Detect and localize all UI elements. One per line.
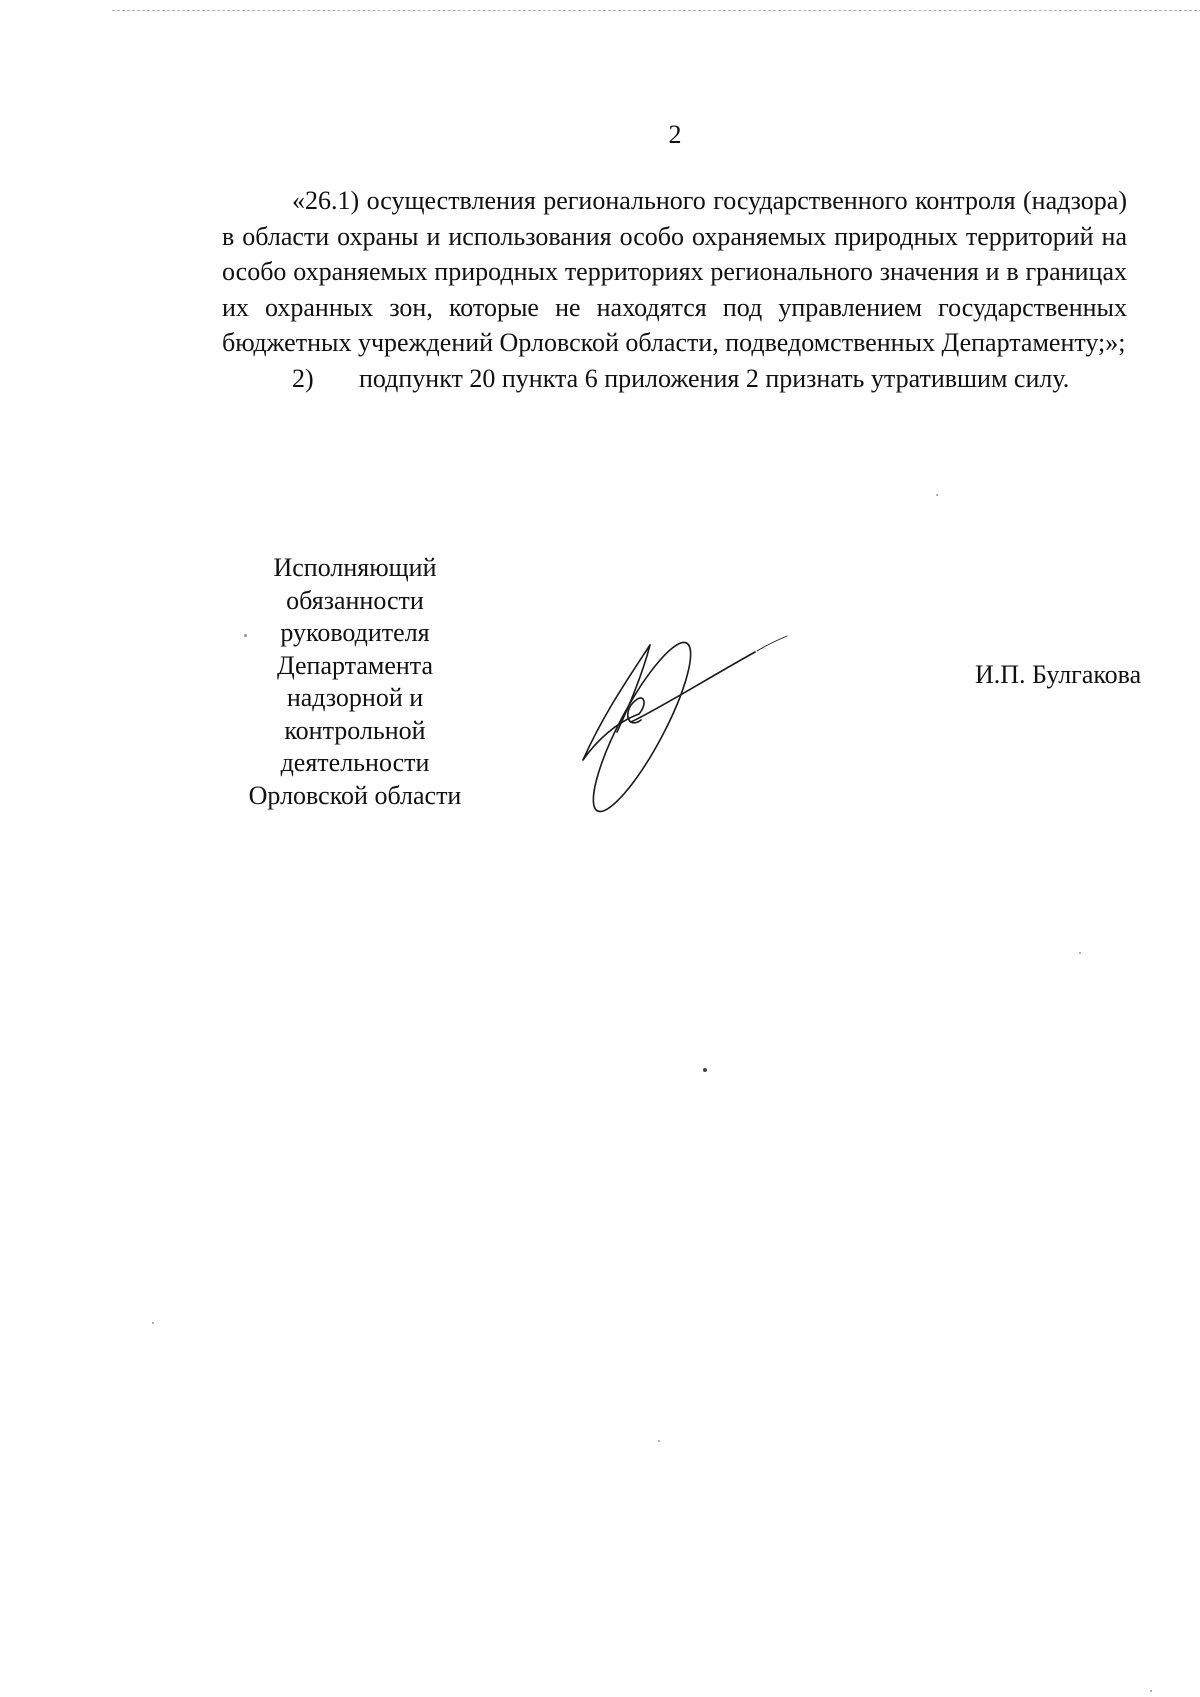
signatory-position — [225, 552, 485, 812]
scan-speck — [1150, 1690, 1152, 1692]
list-item-number: 2) — [292, 363, 314, 393]
scan-speck — [1079, 952, 1081, 954]
document-body — [222, 183, 1127, 396]
scan-speck — [936, 494, 938, 496]
position-line: контрольной — [284, 715, 426, 745]
scan-top-edge-line — [112, 10, 1200, 11]
list-item-text: подпункт 20 пункта 6 приложения 2 признать утратившим силу. — [359, 363, 1070, 393]
handwritten-signature — [565, 610, 805, 820]
position-line: деятельности — [280, 748, 430, 777]
position-line: Исполняющий — [273, 553, 437, 582]
position-line: надзорной и — [286, 683, 424, 712]
position-line: Департамента — [276, 650, 434, 680]
scan-speck — [244, 634, 247, 637]
page-number: 2 — [668, 120, 682, 149]
scan-speck — [152, 1322, 154, 1324]
position-line: Орловской области — [248, 780, 462, 810]
position-line: руководителя — [280, 618, 430, 647]
signer-name: И.П. Булгакова — [975, 660, 1142, 689]
position-line: обязанности — [286, 585, 424, 615]
amendment-paragraph-26-1: «26.1) осуществления регионального государственного контроля (надзора) в области охраны и использования особо охраняемых природных территорий на особо охраняемых природных территориях регионального значения и в границах их охранных зон, которые не находятся под управлением государственных бюджетных учреждений Орловской области, подведомственных Департаменту;»; — [222, 186, 1127, 357]
list-item-2 — [222, 361, 1127, 397]
scan-speck — [658, 1440, 660, 1442]
scan-speck — [703, 1068, 707, 1072]
